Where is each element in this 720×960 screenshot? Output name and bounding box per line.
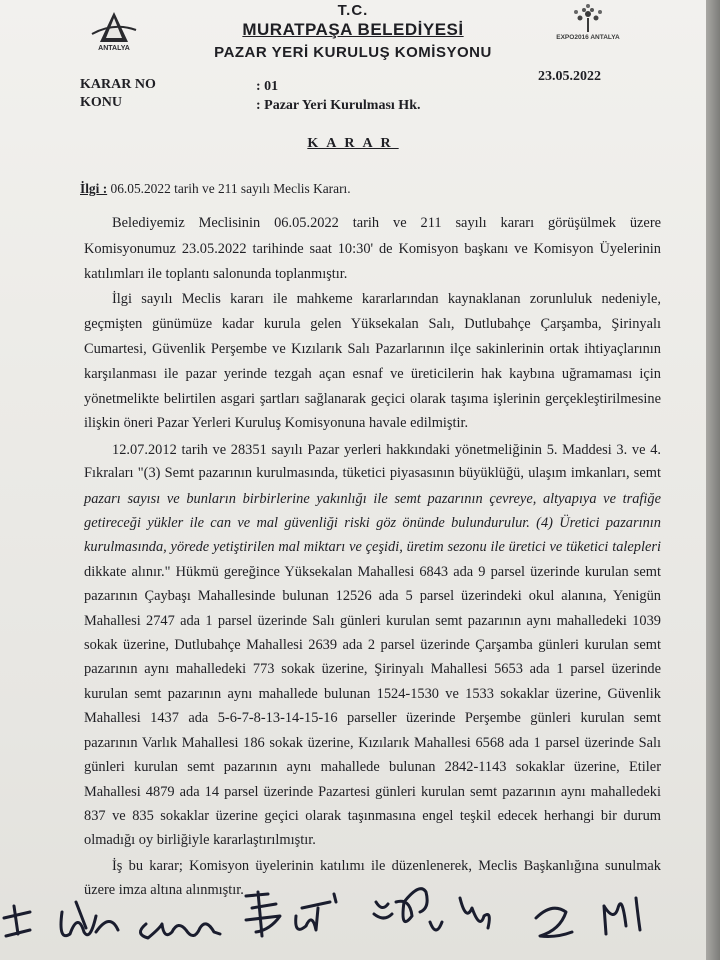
body-line: Cumartesi, Güvenlik Perşembe ve Kızılarık Salı Pazarlarının ilçe sakinlerinin ortak ihtiyaçlarının (84, 341, 661, 357)
document-date: 23.05.2022 (538, 69, 601, 84)
body-line: kurulan semt pazarının aynı mahallede bulunan 1524-1530 ve 1533 sokaklar üzerine, Güvenlik (84, 686, 661, 702)
body-line: pazarının aynı mahalledeki 773 sokak üzerine, Şirinyalı Mahallesi 5653 ada 1 parsel üzerinde (84, 661, 661, 677)
background-table-edge (706, 0, 720, 960)
ilgi-reference (80, 181, 351, 197)
header-municipality: MURATPAŞA BELEDİYESİ (242, 20, 464, 39)
body-line: katılımları ile toplantı salonunda toplanmıştır. (84, 266, 348, 282)
body-line: 837 ve 835 sokaklar üzerine geçici olarak taşınmasına engel teşkil edecek herhangi bir durum (84, 808, 661, 824)
body-line: kurulmasında, yörede yetiştirilen mal miktarı ve çeşidi, üretim sezonu ile üretici ve tüketici talepleri (84, 539, 661, 555)
body-line: sokak üzerine, Dutlubahçe Mahallesi 2639 ada 2 parsel üzerinde Çarşamba günleri kurulan semt (84, 637, 661, 653)
konu-label: KONU (80, 95, 122, 110)
handwritten-signatures (0, 872, 706, 960)
body-line: yönetmelikte belirtilen asgari şartları sağlanarak geçici olarak taşıma işlerinin gerçekleştirilmesine (84, 391, 661, 407)
body-line: günleri kurulan semt pazarının aynı mahallede bulunan 2842-1143 sokaklar üzerine, Etiler (84, 759, 661, 775)
ilgi-label: İlgi : (80, 181, 108, 196)
body-line: dikkate alınır." Hükmü gereğince Yüksekalan Mahallesi 6843 ada 9 parsel üzerinde kurulan semt (84, 564, 661, 580)
body-line: Belediyemiz Meclisinin 06.05.2022 tarih ve 211 sayılı kararı görüşülmek üzere (112, 215, 661, 231)
body-line: olmadığı oy birliğiyle kararlaştırılmıştır. (84, 832, 316, 848)
ilgi-text: 06.05.2022 tarih ve 211 sayılı Meclis Kararı. (107, 181, 351, 196)
body-line: Mahallesi 1437 ada 5-6-7-8-13-14-15-16 parseller üzerinde Perşembe günleri kurulan semt (84, 710, 661, 726)
body-line: pazarının Çaybaşı Mahallesinde bulunan 12526 ada 5 parsel üzerindeki okul alanına, Yenigün (84, 588, 661, 604)
karar-no-value: : 01 (256, 79, 279, 94)
body-line: getireceği yükler ile can ve mal güvenliği riski göz önünde bulundurulur. (4) Üretici pazarının (84, 515, 661, 531)
body-line: 12.07.2012 tarih ve 28351 sayılı Pazar yerleri hakkındaki yönetmeliğinin 5. Maddesi 3. ve 4. (112, 442, 661, 458)
document-title: KARAR (307, 136, 399, 151)
karar-no-label: KARAR NO (80, 77, 156, 92)
body-line: ilişkin öneri Pazar Yerleri Kuruluş Komisyonuna havale edilmiştir. (84, 415, 469, 431)
body-line: karşılanması ile pazar yerinde tezgah açan esnaf ve üreticilerin hak kaybına uğramaması için (84, 366, 661, 382)
body-line: Fıkraları "(3) Semt pazarının kurulmasında, tüketici piyasasının büyüklüğü, ulaşım imkanları, semt (84, 465, 661, 481)
body-line: İlgi sayılı Meclis kararı ile mahkeme kararlarından kaynaklanan zorunluluk nedeniyle, (112, 291, 661, 307)
header-commission: PAZAR YERİ KURULUŞ KOMİSYONU (214, 44, 492, 61)
body-line: pazarı sayısı ve bunların birbirlerine yakınlığı ile semt pazarının çevreye, altyapıya ve trafiğe (84, 491, 661, 507)
body-line: geçmişten günümüze kadar kurula gelen Yüksekalan Salı, Dutlubahçe Çarşamba, Şirinyalı (84, 316, 661, 332)
logo-right-text: EXPO2016 ANTALYA (556, 34, 620, 41)
body-line: Mahallesi 2747 ada 1 parsel üzerinde Salı günleri kurulan semt pazarının aynı mahalledeki 1039 (84, 613, 661, 629)
header-tc: T.C. (337, 2, 369, 19)
body-line: İş bu karar; Komisyon üyelerinin katılımı ile düzenlenerek, Meclis Başkanlığına sunulmak (112, 858, 661, 874)
konu-value: : Pazar Yeri Kurulması Hk. (256, 98, 421, 113)
body-line: Komisyonumuz 23.05.2022 tarihinde saat 10:30' de Komisyon başkanı ve Komisyon Üyelerinin (84, 241, 661, 257)
logo-left-text: ANTALYA (98, 45, 130, 52)
body-line: pazarının Varlık Mahallesi 186 sokak üzerine, Kızılarık Mahallesi 6568 ada 1 parsel üzerinde Salı (84, 735, 661, 751)
body-line: üzere imza altına alınmıştır. (84, 882, 244, 898)
body-line: Mahallesi 4879 ada 14 parsel üzerinde Pazartesi günleri kurulan semt pazarının aynı mahalledeki (84, 784, 661, 800)
